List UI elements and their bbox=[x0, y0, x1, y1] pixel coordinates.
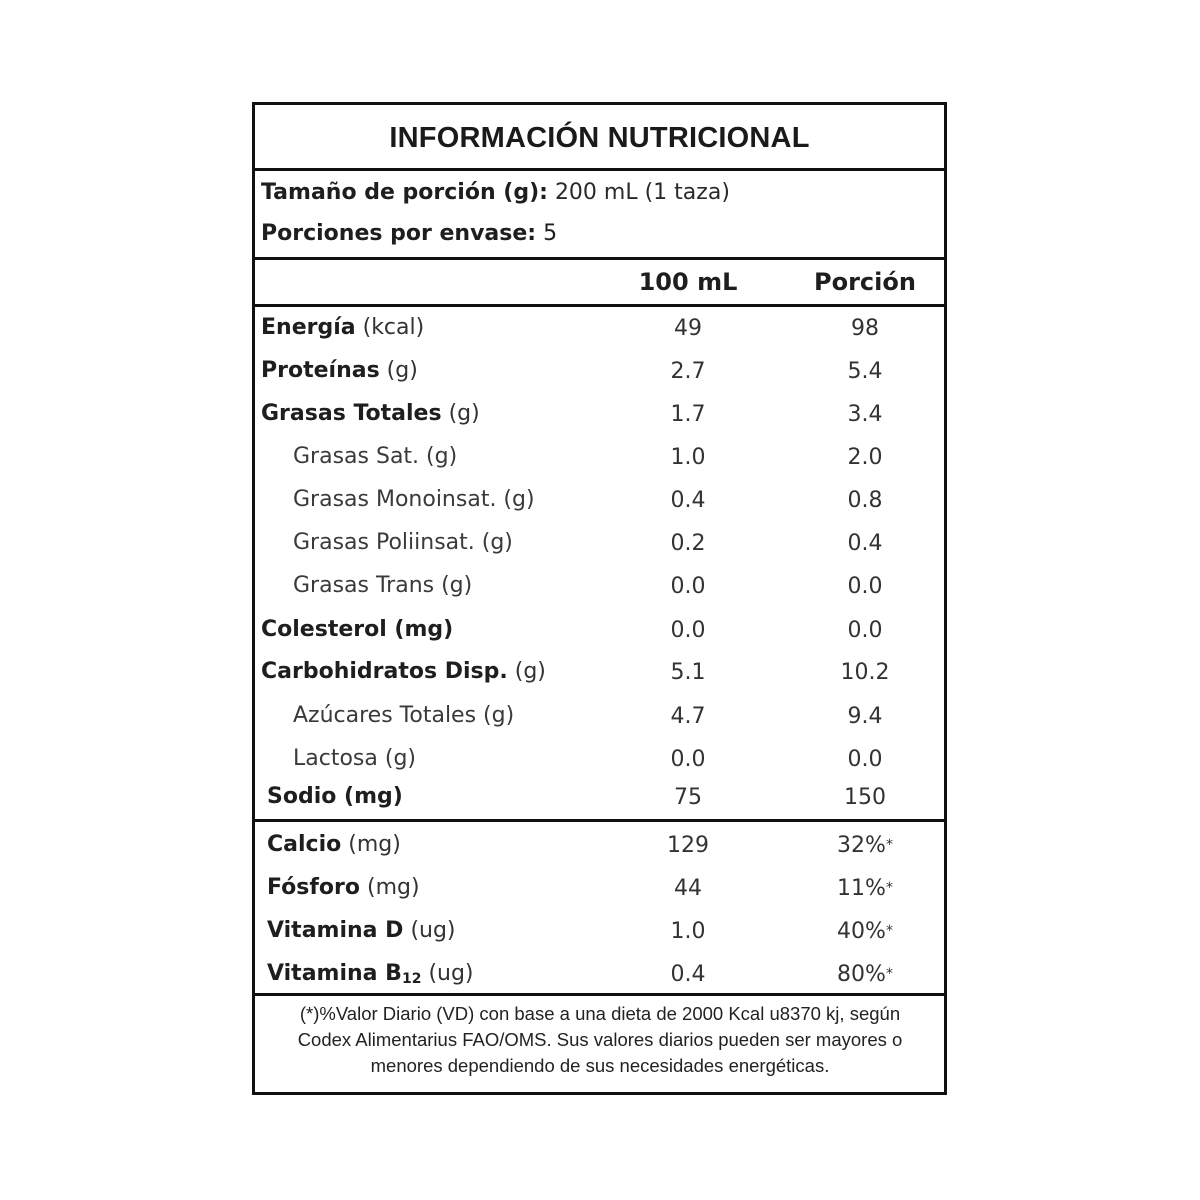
label-title: INFORMACIÓN NUTRICIONAL bbox=[255, 105, 944, 171]
nutrient-name: Grasas Trans (g) bbox=[293, 573, 473, 598]
value-100ml: 0.2 bbox=[670, 531, 706, 556]
servings-per-pack-label: Porciones por envase: bbox=[261, 221, 537, 246]
value-100ml: 0.4 bbox=[670, 962, 706, 987]
column-header bbox=[255, 260, 944, 307]
nutrient-name: Azúcares Totales (g) bbox=[293, 703, 515, 728]
serving-size-label: Tamaño de porción (g): bbox=[261, 180, 548, 205]
mineral-vitamin-rows bbox=[255, 822, 944, 996]
value-100ml: 44 bbox=[674, 876, 702, 901]
value-100ml: 4.7 bbox=[670, 704, 706, 729]
nutrient-rows bbox=[255, 307, 944, 822]
value-portion: 10.2 bbox=[840, 660, 890, 685]
value-100ml: 2.7 bbox=[670, 359, 706, 384]
value-portion: 9.4 bbox=[847, 704, 883, 729]
nutrition-facts-label bbox=[252, 102, 947, 1095]
value-portion: 0.0 bbox=[847, 747, 883, 772]
nutrient-row-total-fat bbox=[255, 397, 944, 437]
nutrient-row-carbohydrates bbox=[255, 655, 944, 695]
value-100ml: 49 bbox=[674, 316, 702, 341]
nutrient-row-sodium bbox=[255, 780, 944, 820]
value-100ml: 1.7 bbox=[670, 402, 706, 427]
value-portion: 32%* bbox=[837, 833, 893, 858]
servings-per-pack-value: 5 bbox=[543, 221, 558, 246]
nutrient-row-saturated-fat bbox=[255, 440, 944, 480]
nutrient-name: Fósforo (mg) bbox=[267, 875, 420, 900]
nutrient-name: Vitamina D (ug) bbox=[267, 918, 456, 943]
value-portion: 2.0 bbox=[847, 445, 883, 470]
value-portion: 150 bbox=[844, 785, 886, 810]
nutrient-row-energy bbox=[255, 311, 944, 351]
nutrient-row-cholesterol bbox=[255, 613, 944, 653]
nutrient-name: Calcio (mg) bbox=[267, 832, 401, 857]
value-100ml: 129 bbox=[667, 833, 709, 858]
nutrient-name: Grasas Poliinsat. (g) bbox=[293, 530, 513, 555]
value-100ml: 1.0 bbox=[670, 919, 706, 944]
value-100ml: 0.4 bbox=[670, 488, 706, 513]
nutrient-name: Energía (kcal) bbox=[261, 315, 425, 340]
column-header-portion: Porción bbox=[814, 268, 916, 296]
nutrient-name: Sodio (mg) bbox=[267, 784, 403, 809]
vitamin-row-vitamin-d bbox=[255, 914, 944, 954]
nutrient-name: Lactosa (g) bbox=[293, 746, 416, 771]
serving-size-line bbox=[261, 180, 730, 205]
value-100ml: 0.0 bbox=[670, 618, 706, 643]
value-portion: 0.8 bbox=[847, 488, 883, 513]
nutrient-row-monounsaturated-fat bbox=[255, 483, 944, 523]
value-portion: 40%* bbox=[837, 919, 893, 944]
value-portion: 11%* bbox=[837, 876, 893, 901]
value-100ml: 0.0 bbox=[670, 747, 706, 772]
mineral-row-phosphorus bbox=[255, 871, 944, 911]
nutrient-name: Grasas Monoinsat. (g) bbox=[293, 487, 535, 512]
footnote-line-2: Codex Alimentarius FAO/OMS. Sus valores diarios pueden ser mayores o bbox=[297, 1029, 903, 1050]
nutrient-row-lactose bbox=[255, 742, 944, 782]
nutrient-row-trans-fat bbox=[255, 569, 944, 609]
value-100ml: 5.1 bbox=[670, 660, 706, 685]
value-portion: 0.0 bbox=[847, 574, 883, 599]
nutrient-name: Vitamina $B_{12}$ (ug) bbox=[267, 961, 474, 987]
nutrient-name: Carbohidratos Disp. (g) bbox=[261, 659, 546, 684]
nutrient-name: Proteínas (g) bbox=[261, 358, 418, 383]
nutrient-name: Colesterol (mg) bbox=[261, 617, 454, 642]
nutrient-row-protein bbox=[255, 354, 944, 394]
value-portion: 98 bbox=[851, 316, 879, 341]
vitamin-row-vitamin-b12 bbox=[255, 957, 944, 997]
nutrient-row-polyunsaturated-fat bbox=[255, 526, 944, 566]
column-header-100ml: 100 mL bbox=[638, 268, 738, 296]
nutrient-name: Grasas Sat. (g) bbox=[293, 444, 458, 469]
daily-value-footnote bbox=[265, 1001, 935, 1079]
mineral-row-calcium bbox=[255, 828, 944, 868]
serving-info bbox=[255, 171, 944, 260]
value-portion: 3.4 bbox=[847, 402, 883, 427]
value-100ml: 1.0 bbox=[670, 445, 706, 470]
value-100ml: 75 bbox=[674, 785, 702, 810]
value-portion: 5.4 bbox=[847, 359, 883, 384]
value-portion: 80%* bbox=[837, 962, 893, 987]
value-portion: 0.0 bbox=[847, 618, 883, 643]
servings-per-pack-line bbox=[261, 221, 557, 246]
value-portion: 0.4 bbox=[847, 531, 883, 556]
footnote-line-3: menores dependiendo de sus necesidades energéticas. bbox=[370, 1055, 830, 1076]
nutrient-name: Grasas Totales (g) bbox=[261, 401, 480, 426]
value-100ml: 0.0 bbox=[670, 574, 706, 599]
nutrient-row-total-sugars bbox=[255, 699, 944, 739]
footnote-line-1: (*)%Valor Diario (VD) con base a una dieta de 2000 Kcal u8370 kj, según bbox=[299, 1003, 901, 1024]
serving-size-value: 200 mL (1 taza) bbox=[554, 180, 730, 205]
